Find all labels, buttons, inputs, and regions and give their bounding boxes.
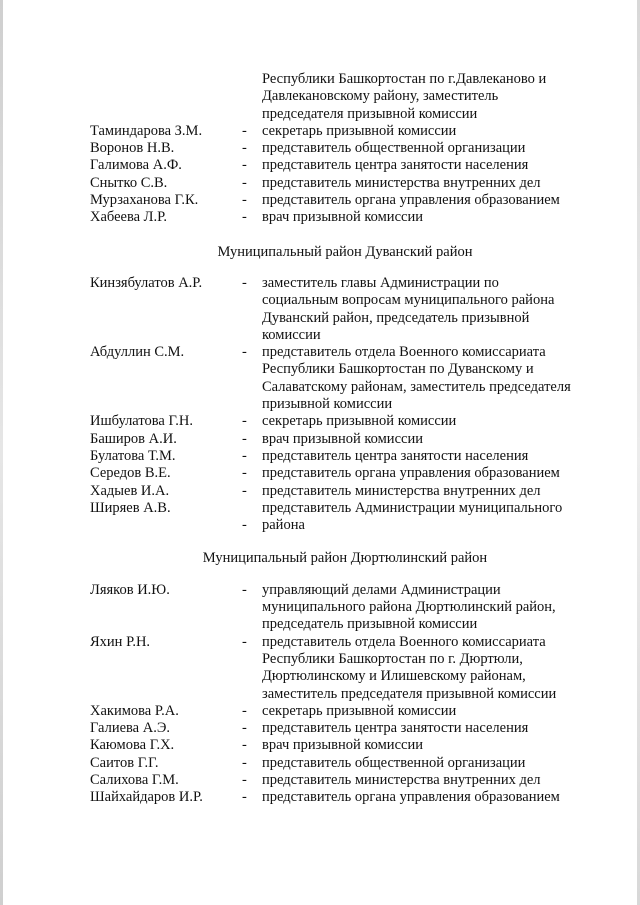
member-dash: -: [242, 122, 247, 139]
description-line: представитель центра занятости населения: [262, 447, 529, 464]
description-line: Республики Башкортостан по г.Давлеканово и: [262, 71, 547, 87]
description-line: представитель отдела Военного комиссариата: [262, 344, 546, 361]
description-line: Салаватскому районам, заместитель председателя: [262, 378, 571, 395]
description-line: врач призывной комиссии: [262, 430, 423, 447]
description-line: представитель центра занятости населения: [262, 720, 529, 737]
member-role: [262, 175, 600, 192]
member-role: [262, 431, 600, 448]
member-row: [90, 275, 600, 344]
document-page: [90, 71, 600, 807]
member-role: [262, 737, 600, 754]
member-dash: -: [242, 754, 247, 771]
member-role: [262, 772, 600, 789]
member-role: [262, 123, 600, 140]
member-row: [90, 123, 600, 140]
member-dash: -: [242, 517, 247, 534]
description-line: представитель Администрации муниципального: [262, 499, 563, 516]
description-line: представитель отдела Военного комиссариата: [262, 633, 546, 650]
member-dash: -: [242, 209, 247, 226]
member-name: Мурзаханова Г.К.: [90, 192, 199, 209]
member-role: [262, 703, 600, 720]
member-role: [262, 209, 600, 226]
description-line: Дюртюлинскому и Илишевскому районам,: [262, 668, 526, 685]
member-dash: -: [242, 174, 247, 191]
member-role: [262, 157, 600, 174]
member-name: Ширяев А.В.: [90, 499, 171, 516]
description-line: представитель органа управления образованием: [262, 465, 560, 482]
member-name: Баширов А.И.: [90, 430, 177, 447]
member-role: [262, 720, 600, 737]
member-row: [90, 483, 600, 500]
section-heading-dyurtyulinsky: Муниципальный район Дюртюлинский район: [202, 550, 488, 567]
description-line: представитель общественной организации: [262, 754, 526, 771]
description-line: района: [262, 517, 305, 534]
member-row: [90, 755, 600, 772]
member-name: Ишбулатова Г.Н.: [90, 413, 193, 430]
description-line: председателя призывной комиссии: [262, 105, 478, 122]
member-row: [90, 772, 600, 789]
member-dash: -: [242, 430, 247, 447]
member-dash: -: [242, 720, 247, 737]
description-line: врач призывной комиссии: [262, 209, 423, 226]
member-role: [262, 413, 600, 430]
member-row: [90, 413, 600, 430]
member-name: Галимова А.Ф.: [90, 157, 182, 174]
description-line: врач призывной комиссии: [262, 737, 423, 754]
member-row: [90, 500, 600, 535]
member-role: [262, 789, 600, 806]
continuation-description: [262, 71, 600, 123]
member-name: Каюмова Г.Х.: [90, 737, 175, 754]
member-row: [90, 582, 600, 634]
member-dash: -: [242, 465, 247, 482]
member-row: [90, 448, 600, 465]
member-row: [90, 789, 600, 806]
description-line: комиссии: [262, 326, 321, 343]
member-name: Хабеева Л.Р.: [90, 209, 168, 226]
member-name: Воронов Н.В.: [90, 140, 175, 157]
member-name: Хадыев И.А.: [90, 482, 170, 499]
description-line: заместитель главы Администрации по: [262, 274, 499, 291]
description-line: представитель органа управления образованием: [262, 789, 560, 806]
member-name: Снытко С.В.: [90, 174, 168, 191]
continuation-entry: [90, 71, 600, 123]
member-name: Кинзябулатов А.Р.: [90, 274, 203, 291]
member-name: Хакимова Р.А.: [90, 702, 179, 719]
member-dash: -: [242, 633, 247, 650]
member-dash: -: [242, 447, 247, 464]
description-line: Дуванский район, председатель призывной: [262, 309, 530, 326]
member-name: Середов В.Е.: [90, 465, 171, 482]
member-name: Абдуллин С.М.: [90, 344, 185, 361]
member-name: Салихова Г.М.: [90, 771, 179, 788]
member-dash: -: [242, 771, 247, 788]
member-dash: -: [242, 140, 247, 157]
member-role: [262, 465, 600, 482]
description-line: Давлекановскому району, заместитель: [262, 88, 499, 105]
member-name: Саитов Г.Г.: [90, 754, 159, 771]
member-role: [262, 275, 600, 344]
description-line: секретарь призывной комиссии: [262, 702, 457, 719]
member-row: [90, 465, 600, 482]
member-role: [262, 483, 600, 500]
description-line: представитель общественной организации: [262, 140, 526, 157]
member-dash: -: [242, 789, 247, 806]
description-line: представитель министерства внутренних дел: [262, 482, 541, 499]
member-dash: -: [242, 737, 247, 754]
member-dash: -: [242, 157, 247, 174]
description-line: представитель центра занятости населения: [262, 157, 529, 174]
member-dash: -: [242, 581, 247, 598]
member-role: [262, 582, 600, 634]
member-name: Ляяков И.Ю.: [90, 581, 170, 598]
description-line: социальным вопросам муниципального района: [262, 292, 555, 309]
description-line: призывной комиссии: [262, 396, 393, 413]
member-row: [90, 737, 600, 754]
member-dash: -: [242, 482, 247, 499]
member-role: [262, 755, 600, 772]
member-row: [90, 157, 600, 174]
description-line: председатель призывной комиссии: [262, 616, 478, 633]
member-dash: -: [242, 413, 247, 430]
member-name: Галиева А.Э.: [90, 720, 171, 737]
description-line: представитель органа управления образованием: [262, 192, 560, 209]
member-role: [262, 634, 600, 703]
description-line: представитель министерства внутренних дел: [262, 771, 541, 788]
member-role: [262, 192, 600, 209]
member-role: [262, 344, 600, 413]
scan-edge-left: [0, 0, 3, 905]
member-role: [262, 500, 600, 535]
member-role: [262, 448, 600, 465]
member-row: [90, 175, 600, 192]
member-row: [90, 192, 600, 209]
member-row: [90, 703, 600, 720]
member-dash: -: [242, 274, 247, 291]
member-name: Яхин Р.Н.: [90, 633, 151, 650]
description-line: Республики Башкортостан по г. Дюртюли,: [262, 650, 523, 667]
member-row: [90, 140, 600, 157]
member-row: [90, 634, 600, 703]
description-line: управляющий делами Администрации: [262, 581, 501, 598]
description-line: представитель министерства внутренних дел: [262, 174, 541, 191]
description-line: муниципального района Дюртюлинский район,: [262, 599, 556, 616]
member-row: [90, 209, 600, 226]
member-dash: -: [242, 702, 247, 719]
member-row: [90, 431, 600, 448]
description-line: заместитель председателя призывной комиссии: [262, 685, 557, 702]
description-line: секретарь призывной комиссии: [262, 122, 457, 139]
section-heading-duvansky: Муниципальный район Дуванский район: [217, 243, 473, 260]
member-row: [90, 344, 600, 413]
member-name: Булатова Т.М.: [90, 447, 176, 464]
member-name: Таминдарова З.М.: [90, 122, 203, 139]
description-line: секретарь призывной комиссии: [262, 413, 457, 430]
member-dash: -: [242, 344, 247, 361]
member-role: [262, 140, 600, 157]
member-name: Шайхайдаров И.Р.: [90, 789, 203, 806]
member-row: [90, 720, 600, 737]
member-dash: -: [242, 192, 247, 209]
description-line: Республики Башкортостан по Дуванскому и: [262, 361, 534, 378]
